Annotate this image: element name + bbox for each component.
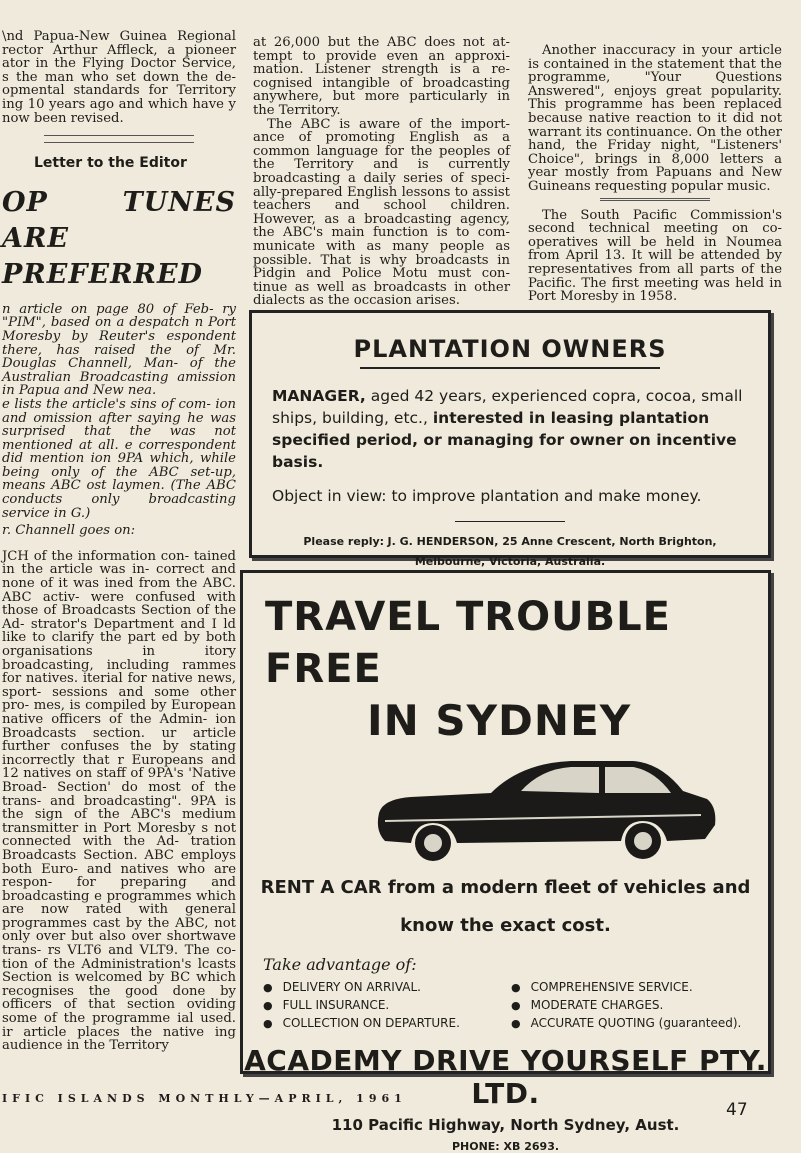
right-paragraph-1: Another inaccuracy in your article is contained in the statement that the programme, "Your Questions Answered", enjoys great popularity. This programme has been replaced because native reaction to it did not warrant its continuance. On the other hand, the Friday night, "Listeners' Choice", brings in 8,000 letters a year mostly from Papuans and New Guineans requesting popular music. [528, 43, 782, 194]
running-head: IFIC ISLANDS MONTHLY—APRIL, 1961 [2, 1092, 407, 1105]
reply-address: J. G. HENDERSON, 25 Anne Crescent, North Brighton, [387, 535, 717, 548]
manager-interest: interested in leasing plantation specified period, or managing for owner on incentive basis. [272, 409, 737, 471]
reply-line-1 [252, 532, 768, 552]
middle-paragraph-2: The ABC is aware of the import- ance of promoting English as a common language for the peoples of the Territory and is currently broadcasting a daily series of speci- ally-prepared English lessons to assist teachers and school children. However, as a broadcasting agency, the ABC's main function is to com- municate with as many people as possible. That is why broadcasts in Pidgin and Police Motu must con- tinue as well as broadcasts in other dialects as the occasion arises. [253, 116, 510, 309]
plantation-owners-ad [249, 310, 771, 568]
letter-body: JCH of the information con- tained in the article was in- correct and none of it was ined from the ABC. ABC activ- were confused with those of Broadcasts Section of the Ad- strator's Department and I ld like to clarify the part ed by both organisations in itory broadcasting, including rammes for natives. iterial for native news, sport- sessions and some other pro- mes, is compiled by European native officers of the Admin- ion Broadcasts section. ur article further confuses the by stating incorrectly that r Europeans and 12 natives on staff of 9PA's 'Native Broad- Section' do most of the trans- and broadcasting". 9PA is the sign of the ABC's medium transmitter in Port Moresby s not connected with the Ad- tration Broadcasts Section. ABC employs both Euro- and natives who are respon- for preparing and broadcasting e programmes which are now rated with general programmes cast by the ABC, not only over but also over shortwave trans- rs VLT6 and VLT9. The co- tion of the Administration's lcasts Section is welcomed by BC which recognises the good done by officers of that section oviding some of the programme ial used. ir article places the native ing audience in the Territory [2, 548, 236, 1054]
ad-objective: Object in view: to improve plantation and make money. [272, 487, 702, 505]
page-number: 47 [726, 1100, 748, 1120]
article-headline: OP TUNES ARE PREFERRED [2, 186, 236, 290]
ad-headline-2: IN SYDNEY [367, 696, 632, 745]
divider [600, 198, 710, 201]
letter-intro: n article on page 80 of Feb- ry "PIM", based on a despatch n Port Moresby by Reuter's espondent there, has raised the of Mr. Douglas Channell, Man- of the Australian Broadcasting amission in Papua and New nea. [2, 301, 236, 399]
right-column [528, 44, 782, 304]
divider [44, 142, 194, 143]
manager-details: aged 42 years, experienced copra, cocoa, small ships, building, etc., [272, 387, 743, 427]
title-underline [360, 367, 660, 369]
letter-intro-2: e lists the article's sins of com- ion and omission after saying he was surprised that the was not mentioned at all. e correspondent did mention ion 9PA which, while being only of the ABC set-up, means ABC ost laymen. (The ABC conducts only broadcasting service in G.) [2, 396, 236, 521]
ad-title: PLANTATION OWNERS [353, 335, 667, 363]
car-illustration [371, 755, 721, 865]
reply-label: Please reply: [303, 535, 385, 548]
ad-headline-1: TRAVEL TROUBLE FREE [265, 594, 671, 692]
manager-label: MANAGER, [272, 387, 366, 405]
reply-line-2: Melbourne, Victoria, Australia. [414, 555, 606, 568]
right-paragraph-2: The South Pacific Commission's second technical meeting on co- operatives will be held in Noumea from April 13. It will be attended by representatives from all parts of the Pacific. The first meeting was held in Port Moresby in 1958. [528, 207, 782, 305]
letter-kicker: Letter to the Editor [34, 155, 187, 172]
service-item: ● COMPREHENSIVE SERVICE. [511, 980, 761, 994]
take-advantage: Take advantage of: [263, 955, 417, 974]
service-item: ● ACCURATE QUOTING (guaranteed). [511, 1016, 761, 1030]
letter-intro-3: r. Channell goes on: [2, 523, 136, 539]
service-item: ● COLLECTION ON DEPARTURE. [263, 1016, 511, 1030]
article-tail-text: \nd Papua-New Guinea Regional rector Arthur Affleck, a pioneer ator in the Flying Doctor Service, s the man who set down the de- opmental standards for Territory ing 10 years ago and which have y now been revised. [2, 29, 236, 126]
service-item: ● FULL INSURANCE. [263, 998, 511, 1012]
company-name: ACADEMY DRIVE YOURSELF PTY. LTD. [244, 1044, 767, 1110]
left-column [2, 30, 236, 1053]
rent-line-2: know the exact cost. [400, 915, 611, 936]
middle-column [253, 36, 510, 308]
ad-body [272, 385, 754, 473]
services-list [263, 980, 768, 1030]
middle-paragraph-1: at 26,000 but the ABC does not at- tempt to provide even an approxi- mation. Listener strength is a re- cognised intangible of broadcasting anywhere, but more particularly in the Territory. [253, 35, 510, 118]
company-phone: PHONE: XB 2693. [451, 1140, 560, 1153]
divider [455, 521, 565, 522]
service-item: ● DELIVERY ON ARRIVAL. [263, 980, 511, 994]
rent-line-1: RENT A CAR from a modern fleet of vehicles and [260, 877, 751, 898]
divider [44, 135, 194, 136]
service-item: ● MODERATE CHARGES. [511, 998, 761, 1012]
company-address: 110 Pacific Highway, North Sydney, Aust. [331, 1116, 680, 1134]
